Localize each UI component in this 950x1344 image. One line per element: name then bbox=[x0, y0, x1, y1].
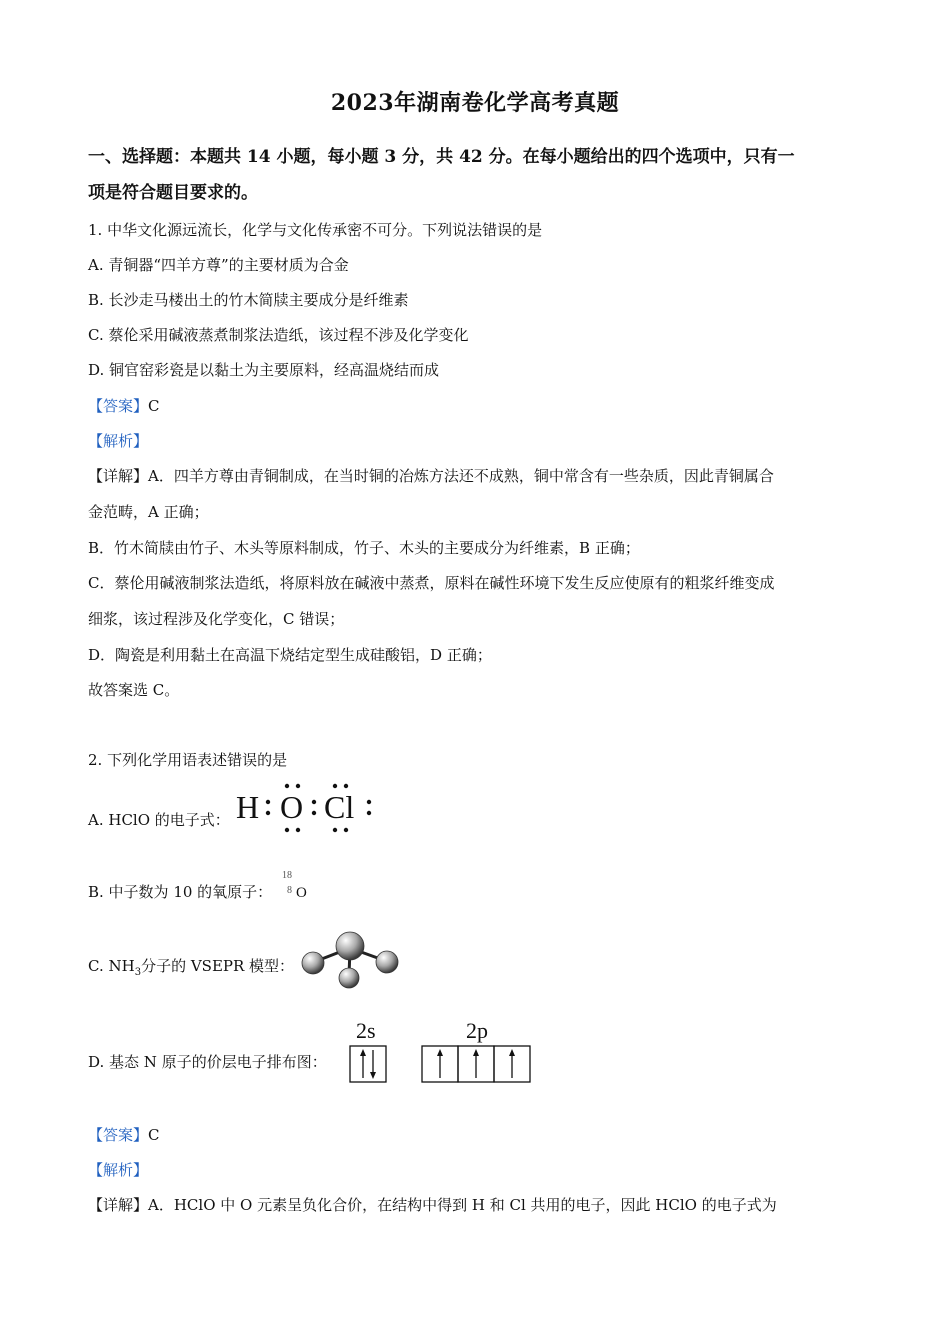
oxygen-isotope-notation bbox=[280, 866, 320, 906]
q1-detail-d: D．陶瓷是利用黏土在高温下烧结定型生成硅酸铝，D 正确； bbox=[88, 646, 492, 664]
q2-detail-tag: 【详解】 bbox=[88, 1196, 149, 1214]
q2-answer-tag: 【答案】 bbox=[88, 1126, 149, 1144]
q1-detail-a-line-1 bbox=[88, 464, 868, 488]
q1-answer bbox=[88, 394, 868, 418]
q1-detail-c-line-1: C．蔡伦用碱液制浆法造纸，将原料放在碱液中蒸煮，原料在碱性环境下发生反应使原有的粗浆纤维变成 bbox=[88, 574, 775, 592]
q1-stem: 1. 中华文化源远流长，化学与文化传承密不可分。下列说法错误的是 bbox=[88, 221, 543, 239]
q1-analysis-tag bbox=[88, 429, 868, 453]
q2-option-a: A. HClO 的电子式： bbox=[88, 811, 230, 829]
q1-detail-a-line-2: 金范畴，A 正确； bbox=[88, 503, 209, 521]
q1-option-a: A. 青铜器“四羊方尊”的主要材质为合金 bbox=[88, 256, 349, 274]
q1-answer-tag: 【答案】 bbox=[88, 397, 149, 415]
section-heading-line-2: 项是符合题目要求的。 bbox=[88, 183, 258, 203]
q2-option-c-suffix: 分子的 VSEPR 模型： bbox=[141, 957, 295, 975]
isotope-mass-number: 18 bbox=[282, 870, 292, 881]
q2-detail-a-text: A．HClO 中 O 元素呈负化合价，在结构中得到 H 和 Cl 共用的电子，因此 HClO 的电子式为 bbox=[148, 1196, 777, 1214]
q2-option-b: B. 中子数为 10 的氧原子： bbox=[88, 883, 273, 901]
nh3-vsepr-model-image bbox=[296, 926, 406, 992]
q1-detail-tag: 【详解】 bbox=[88, 467, 149, 485]
q1-option-d: D. 铜官窑彩瓷是以黏土为主要原料，经高温烧结而成 bbox=[88, 361, 440, 379]
q1-detail-a-text: A．四羊方尊由青铜制成，在当时铜的冶炼方法还不成熟，铜中常含有一些杂质，因此青铜属合 bbox=[148, 467, 774, 485]
isotope-symbol: O bbox=[296, 885, 307, 901]
lewis-cl: Cl bbox=[324, 789, 355, 825]
lewis-h: H bbox=[236, 789, 260, 825]
lewis-o: O bbox=[280, 789, 304, 825]
q2-option-c-subscript: 3 bbox=[134, 967, 142, 978]
q1-answer-value: C bbox=[148, 397, 160, 415]
q2-option-d: D. 基态 N 原子的价层电子排布图： bbox=[88, 1053, 327, 1071]
isotope-atomic-number: 8 bbox=[287, 885, 292, 896]
q1-option-c: C. 蔡伦采用碱液蒸煮制浆法造纸，该过程不涉及化学变化 bbox=[88, 326, 469, 344]
q2-analysis-tag bbox=[88, 1158, 868, 1182]
q1-analysis-label: 【解析】 bbox=[88, 432, 149, 450]
orbital-2p-label: 2p bbox=[466, 1018, 488, 1043]
q2-option-c bbox=[88, 954, 868, 985]
q1-conclusion: 故答案选 C。 bbox=[88, 681, 180, 699]
hclo-lewis-structure-image bbox=[232, 780, 382, 836]
q2-stem: 2. 下列化学用语表述错误的是 bbox=[88, 751, 288, 769]
q1-option-b: B. 长沙走马楼出土的竹木简牍主要成分是纤维素 bbox=[88, 291, 409, 309]
page-title: 2023年湖南卷化学高考真题 bbox=[330, 90, 620, 116]
q2-analysis-label: 【解析】 bbox=[88, 1161, 149, 1179]
nitrogen-orbital-diagram bbox=[346, 1014, 536, 1086]
q1-detail-c-line-2: 细浆，该过程涉及化学变化，C 错误； bbox=[88, 610, 345, 628]
q2-answer bbox=[88, 1123, 868, 1147]
q2-option-c-prefix: C. NH bbox=[88, 957, 135, 975]
q2-answer-value: C bbox=[148, 1126, 160, 1144]
orbital-2s-label: 2s bbox=[356, 1018, 376, 1043]
q2-detail-a-line-1 bbox=[88, 1193, 868, 1217]
section-heading-line-1: 一、选择题：本题共 14 小题，每小题 3 分，共 42 分。在每小题给出的四个选项中，只有一 bbox=[88, 147, 795, 167]
q1-detail-b: B．竹木简牍由竹子、木头等原料制成，竹子、木头的主要成分为纤维素，B 正确； bbox=[88, 539, 640, 557]
